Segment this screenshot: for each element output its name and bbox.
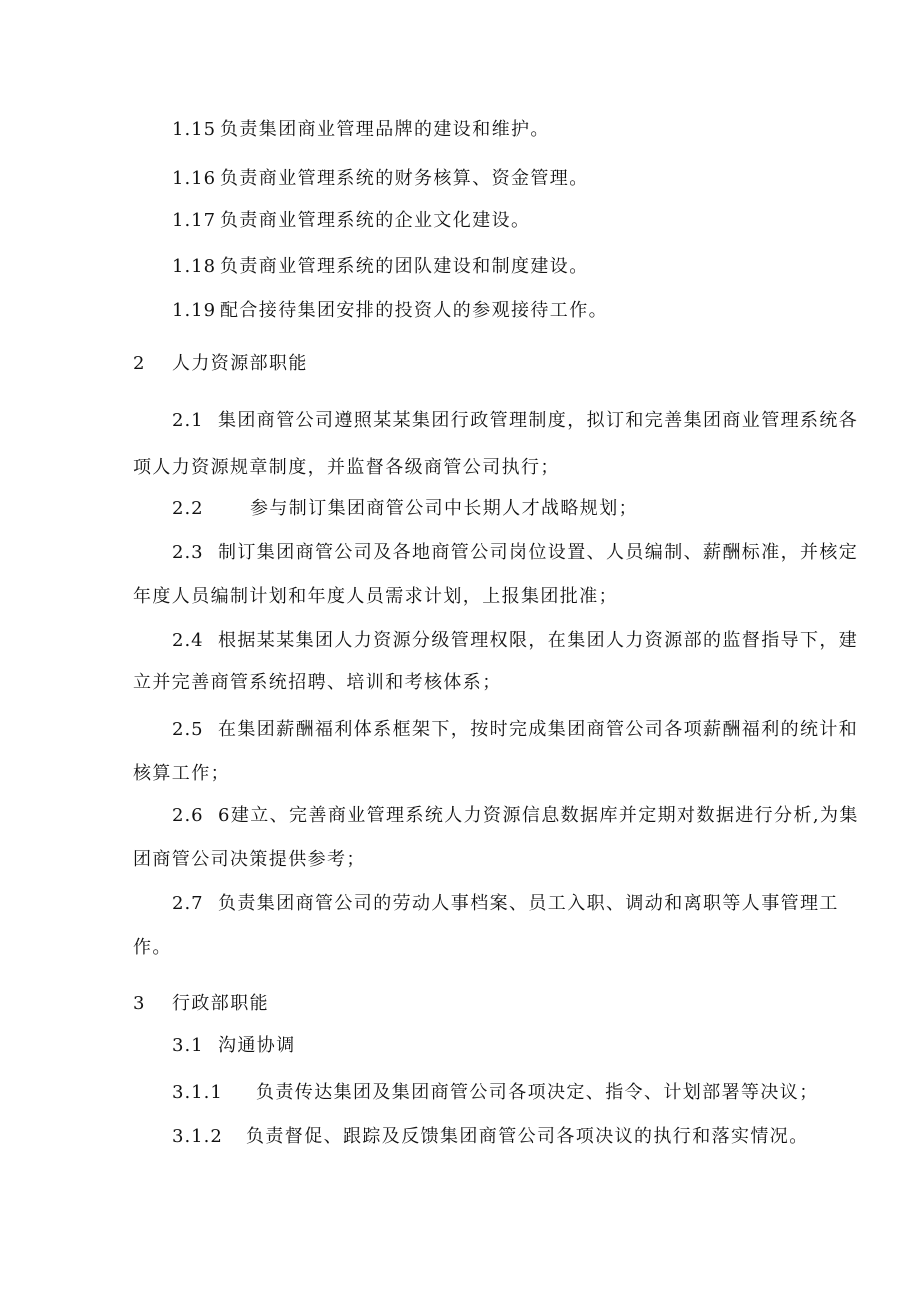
item-text: 根据某某集团人力资源分级管理权限，在集团人力资源部的监督指导下，建 xyxy=(218,630,859,651)
item-number: 1.18 xyxy=(172,256,217,277)
item-number: 1.15 xyxy=(172,119,217,140)
item-text: 参与制订集团商管公司中长期人才战略规划； xyxy=(250,498,638,519)
section-number: 2 xyxy=(133,353,146,374)
item-text: 负责督促、跟踪及反馈集团商管公司各项决议的执行和落实情况。 xyxy=(246,1126,809,1147)
item-text: 负责集团商管公司的劳动人事档案、员工入职、调动和离职等人事管理工 xyxy=(218,893,839,914)
item-text-continued: 核算工作； xyxy=(133,763,230,784)
item-text: 配合接待集团安排的投资人的参观接待工作。 xyxy=(220,300,608,321)
item-text: 负责商业管理系统的财务核算、资金管理。 xyxy=(220,168,589,189)
item-text: 集团商管公司遵照某某集团行政管理制度，拟订和完善集团商业管理系统各 xyxy=(218,410,859,431)
item-number: 2.3 xyxy=(172,542,204,563)
item-number: 1.16 xyxy=(172,168,217,189)
item-text: 负责传达集团及集团商管公司各项决定、指令、计划部署等决议； xyxy=(256,1082,819,1103)
section-heading: 人力资源部职能 xyxy=(172,353,308,374)
item-text-continued: 项人力资源规章制度，并监督各级商管公司执行； xyxy=(133,457,560,478)
item-text: 负责商业管理系统的团队建设和制度建设。 xyxy=(220,256,589,277)
item-text: 制订集团商管公司及各地商管公司岗位设置、人员编制、薪酬标准，并核定 xyxy=(218,542,859,563)
subsection-heading: 沟通协调 xyxy=(218,1035,296,1056)
item-text-continued: 年度人员编制计划和年度人员需求计划，上报集团批准； xyxy=(133,586,618,607)
item-number: 2.6 xyxy=(172,805,204,826)
item-number: 2.4 xyxy=(172,630,204,651)
item-number: 2.7 xyxy=(172,893,204,914)
subsection-number: 3.1 xyxy=(172,1035,204,1056)
item-number: 2.2 xyxy=(172,498,204,519)
item-number: 1.19 xyxy=(172,300,217,321)
item-number: 1.17 xyxy=(172,210,217,231)
item-number: 3.1.2 xyxy=(172,1126,223,1147)
item-number: 2.1 xyxy=(172,410,204,431)
item-text: 6建立、完善商业管理系统人力资源信息数据库并定期对数据进行分析,为集 xyxy=(218,805,859,826)
item-text: 负责集团商业管理品牌的建设和维护。 xyxy=(220,119,550,140)
item-number: 3.1.1 xyxy=(172,1082,223,1103)
item-text-continued: 立并完善商管系统招聘、培训和考核体系； xyxy=(133,672,502,693)
item-text: 在集团薪酬福利体系框架下，按时完成集团商管公司各项薪酬福利的统计和 xyxy=(218,719,859,740)
item-text-continued: 团商管公司决策提供参考； xyxy=(133,849,366,870)
item-text: 负责商业管理系统的企业文化建设。 xyxy=(220,210,531,231)
section-heading: 行政部职能 xyxy=(172,993,269,1014)
section-number: 3 xyxy=(133,993,146,1014)
item-text-continued: 作。 xyxy=(133,937,172,958)
item-number: 2.5 xyxy=(172,719,204,740)
